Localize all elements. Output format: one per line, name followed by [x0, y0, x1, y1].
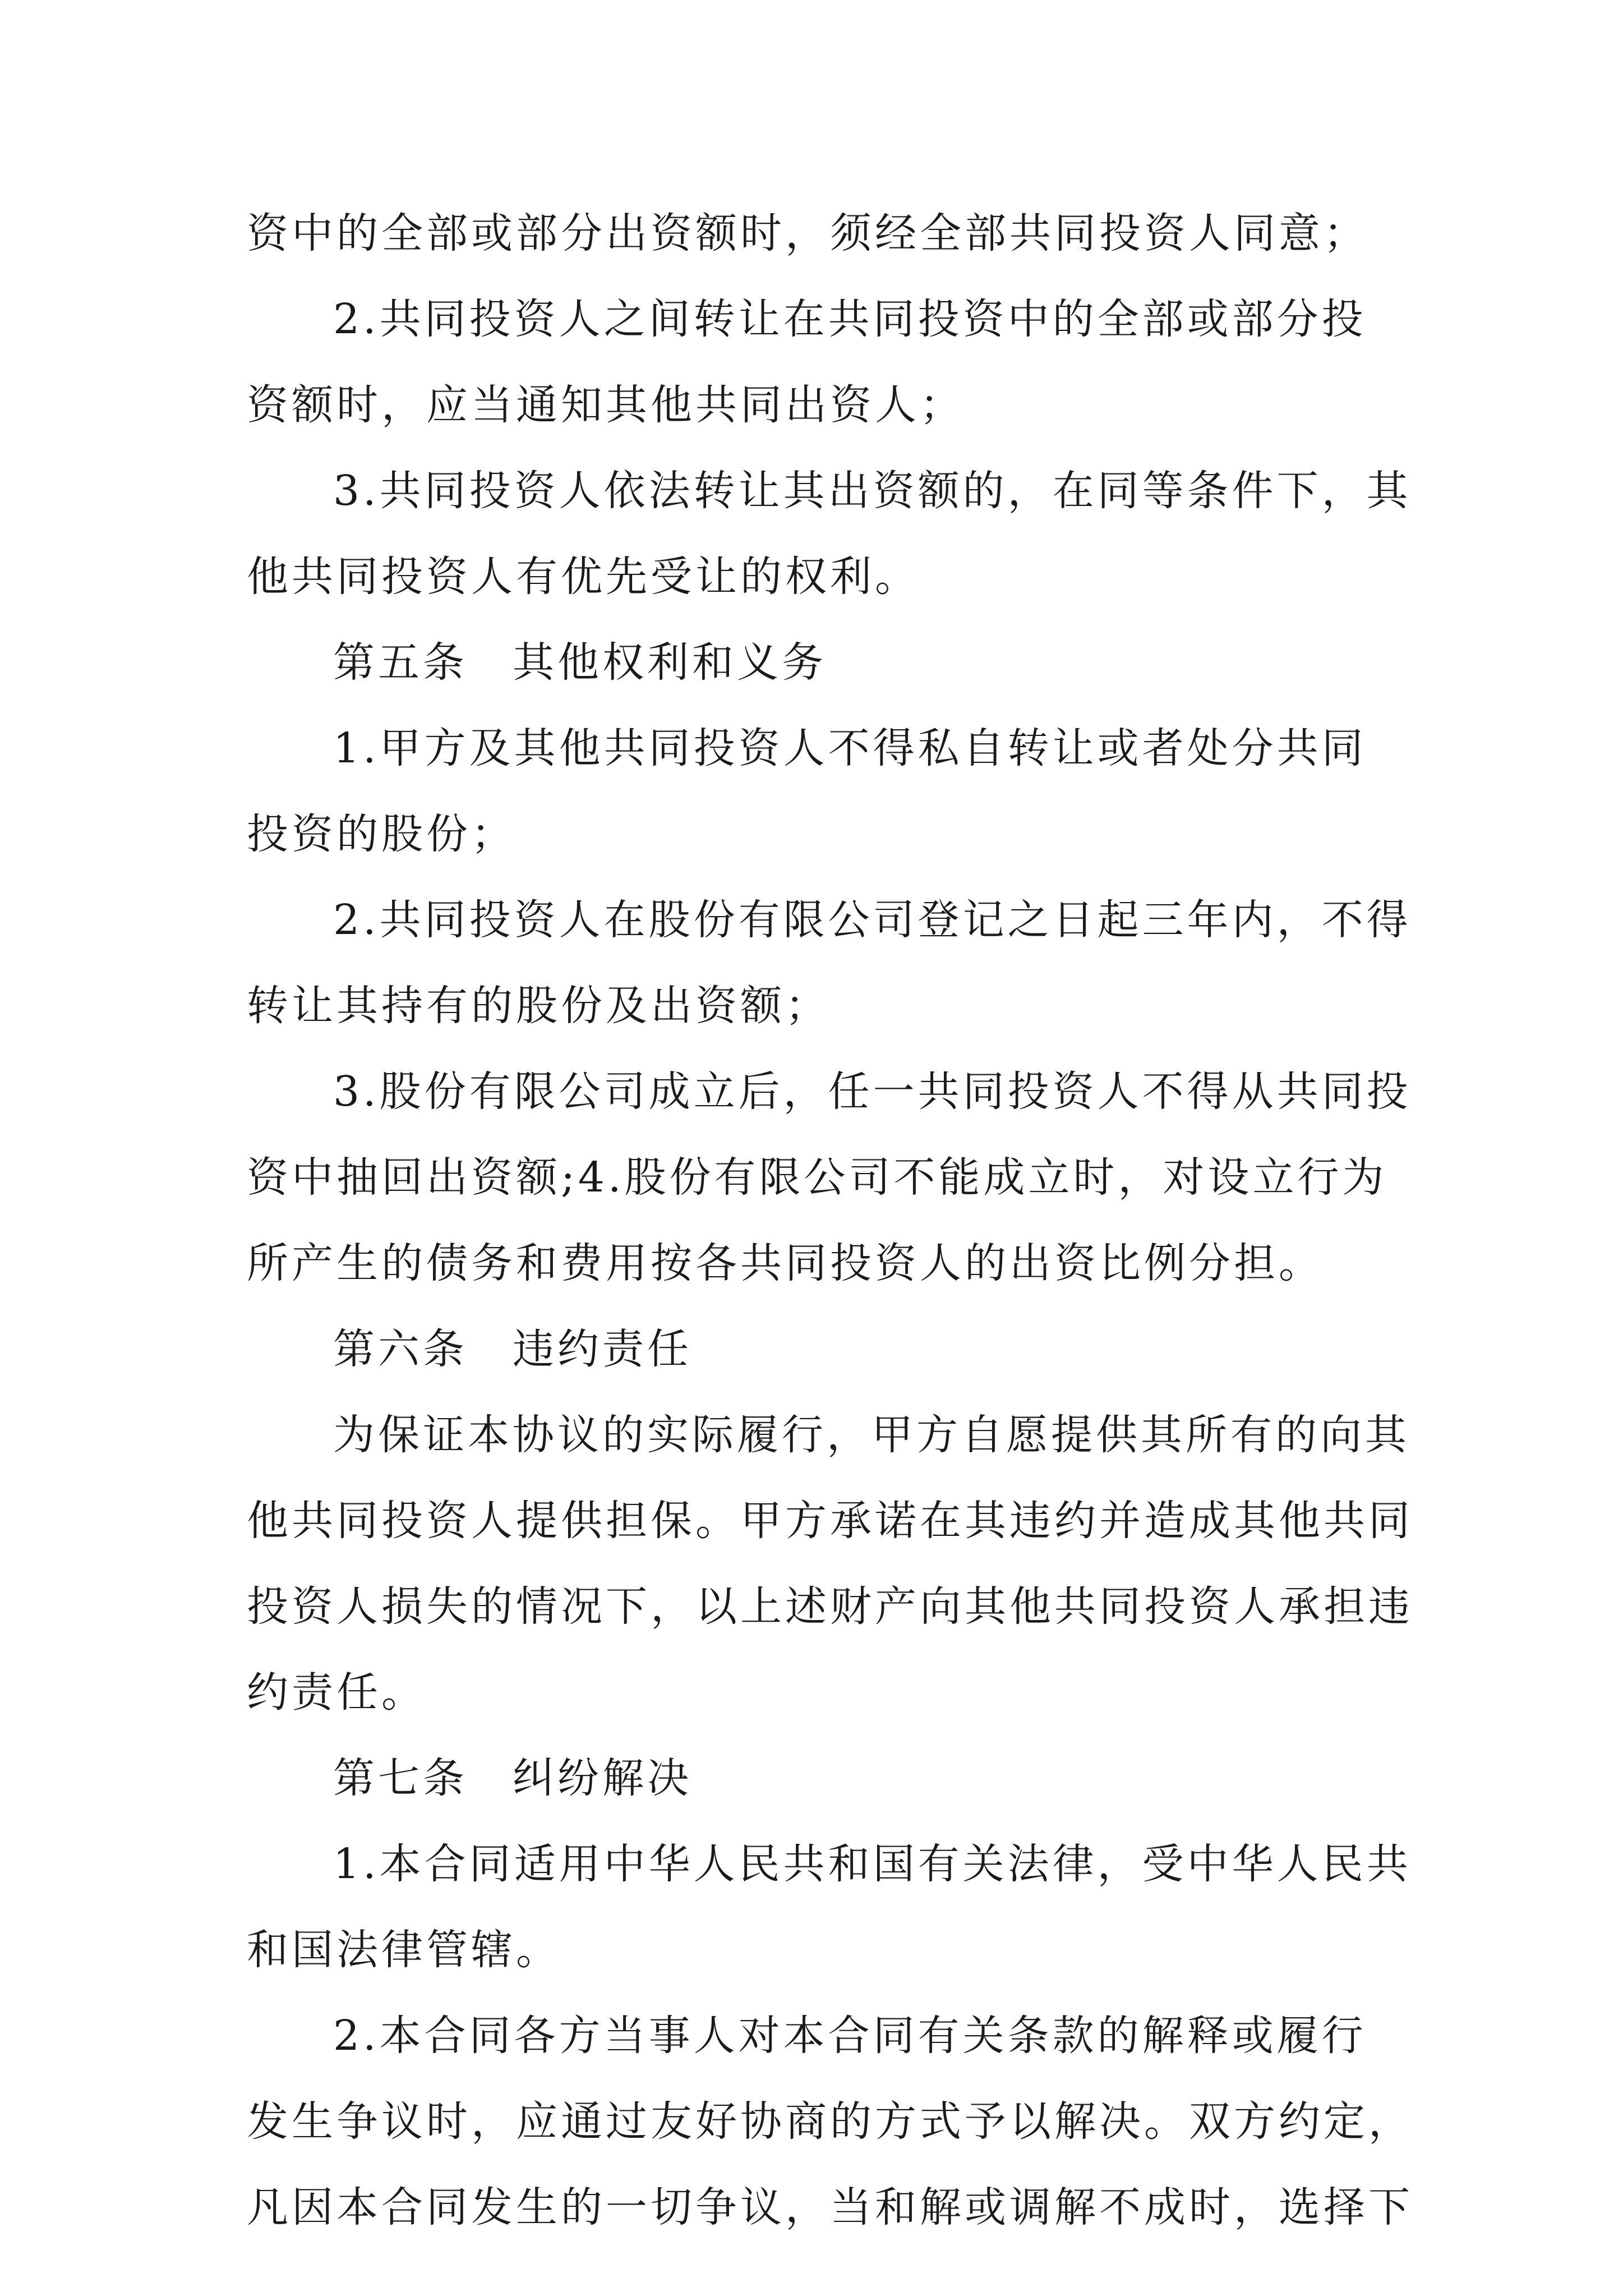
- text-line-21: 和国法律管辖。: [247, 1926, 561, 1974]
- text-line-2: 2.共同投资人之间转让在共同投资中的全部或部分投: [333, 295, 1367, 343]
- text-line-22: 2.本合同各方当事人对本合同有关条款的解释或履行: [333, 2012, 1367, 2060]
- text-line-4: 3.共同投资人依法转让其出资额的，在同等条件下，其: [333, 467, 1412, 515]
- text-line-18: 约责任。: [247, 1668, 426, 1717]
- text-line-13: 所产生的债务和费用按各共同投资人的出资比例分担。: [247, 1239, 1324, 1287]
- article-5-heading: 第五条 其他权利和义务: [333, 638, 827, 687]
- text-line-12: 资中抽回出资额;4.股份有限公司不能成立时，对设立行为: [247, 1153, 1387, 1202]
- text-line-3: 资额时，应当通知其他共同出资人；: [247, 381, 965, 429]
- text-line-5: 他共同投资人有优先受让的权利。: [247, 553, 920, 601]
- article-7-heading: 第七条 纠纷解决: [333, 1754, 692, 1802]
- text-line-15: 为保证本协议的实际履行，甲方自愿提供其所有的向其: [333, 1411, 1410, 1459]
- text-line-23: 发生争议时，应通过友好协商的方式予以解决。双方约定，: [247, 2097, 1413, 2146]
- text-line-10: 转让其持有的股份及出资额；: [247, 982, 830, 1030]
- text-line-16: 他共同投资人提供担保。甲方承诺在其违约并造成其他共同: [247, 1497, 1413, 1545]
- text-line-1: 资中的全部或部分出资额时，须经全部共同投资人同意；: [247, 209, 1368, 257]
- text-line-8: 投资的股份；: [247, 810, 516, 858]
- article-6-heading: 第六条 违约责任: [333, 1325, 692, 1373]
- document-body: [247, 191, 1413, 2251]
- text-line-17: 投资人损失的情况下，以上述财产向其他共同投资人承担违: [247, 1582, 1413, 1631]
- text-line-24: 凡因本合同发生的一切争议，当和解或调解不成时，选择下: [247, 2183, 1413, 2231]
- text-line-20: 1.本合同适用中华人民共和国有关法律，受中华人民共: [333, 1840, 1412, 1888]
- text-line-7: 1.甲方及其他共同投资人不得私自转让或者处分共同: [333, 724, 1367, 772]
- text-line-11: 3.股份有限公司成立后，任一共同投资人不得从共同投: [333, 1068, 1412, 1116]
- text-line-9: 2.共同投资人在股份有限公司登记之日起三年内，不得: [333, 896, 1412, 944]
